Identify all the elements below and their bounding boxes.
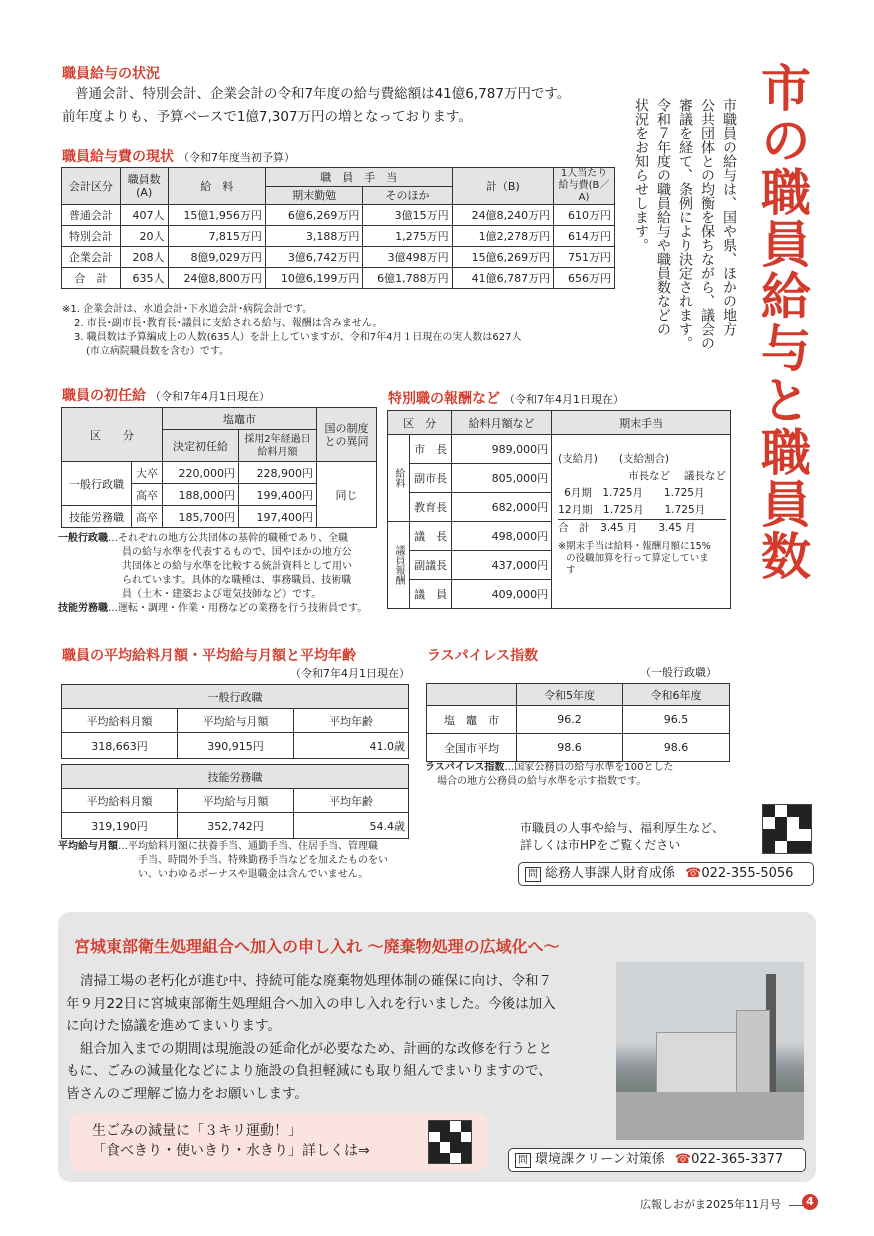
cost-h-total: 計（B) [452,168,553,205]
cell: 318,663円 [62,733,178,759]
phone-icon: ☎ [674,1152,692,1167]
cell: 989,000円 [452,435,552,464]
average-sub: （令和7年4月1日現在） [290,667,410,680]
contact-tel[interactable]: 022-355-5056 [701,866,794,881]
cost-h-staff: 職員数(A) [120,168,168,205]
spc-h-bonus: 期末手当 [552,411,731,435]
starting-pay-text: 職員の初任給 [62,388,146,404]
cost-h-bonus: 期末勤勉 [265,186,362,205]
cell: 188,000円 [163,484,239,506]
note-line: 共団体との給与水準を比較する統計資料として用い [122,561,352,572]
note-line: い、いわゆるボーナスや退職金は含んでいません。 [138,869,369,880]
salary-status-line1: 普通会計、特別会計、企業会計の令和7年度の給与費総額は41億6,787万円です。 [75,86,571,102]
note-line: られています。具体的な職種は、事務職員、技術職 [122,575,352,586]
cell: 98.6 [623,734,730,762]
cell: 352,742円 [178,813,294,839]
promo-line: 生ごみの減量に「３キリ運動！」 [92,1123,302,1139]
cell: 96.2 [517,706,623,734]
cell: 390,915円 [178,733,294,759]
intro-line: 公共団体との均衡を保ちながら、議会の [699,98,715,350]
note-line: 2. 市長･副市長･教育長･議員に支給される給与、報酬は含みません。 [74,318,383,329]
avg-h3b: 平均年齢 [294,789,409,813]
las-h2: 令和6年度 [623,684,730,706]
cell: 6億6,269万円 [265,205,362,226]
cell: 議員報酬 [388,522,410,609]
cell: 議 長 [410,522,452,551]
cell: 409,000円 [452,580,552,609]
page-title: 市の職員給与と職員数 [753,62,811,582]
salary-status-line2: 前年度よりも、予算ベースで1億7,307万円の増となっております。 [62,109,472,125]
cell: 319,190円 [62,813,178,839]
cell: 同じ [317,462,377,528]
bonus-line: 12月期 1.725月 1.725月 [558,504,706,516]
sp-h-diff: 国の制度との異同 [317,408,377,462]
avg-h1: 平均給料月額 [62,709,178,733]
special-pay-text: 特別職の報酬など [388,391,500,407]
cell: 教育長 [410,493,452,522]
table-row [62,813,409,839]
salary-status-title: 職員給与の状況 [62,66,160,82]
spc-h-monthly: 給料月額など [452,411,552,435]
body-line: 清掃工場の老朽化が進む中、持続可能な廃棄物処理体制の確保に向け、令和７ [80,973,552,989]
cell: 3億498万円 [363,247,452,268]
cell: 普通会計 [62,205,121,226]
laspeyres-sub: （一般行政職） [640,666,717,679]
cell: 市 長 [410,435,452,464]
cell: 54.4歳 [294,813,409,839]
cell: 3,188万円 [265,226,362,247]
cell: 6億1,788万円 [363,268,452,289]
spc-h-cat: 区 分 [388,411,452,435]
cell: 805,000円 [452,464,552,493]
bonus-line: 6月期 1.725月 1.725月 [564,487,705,499]
starting-pay-sub: （令和7年4月1日現在） [150,390,270,403]
note-line: 手当、時間外手当、特殊勤務手当などを加えたものをい [138,855,388,866]
cell: 96.5 [623,706,730,734]
sp-h-start: 決定初任給 [163,430,239,462]
avg-g1: 一般行政職 [62,685,409,709]
las-h1: 令和5年度 [517,684,623,706]
cell: 751万円 [554,247,615,268]
bonus-line: 市長など 議長など [628,470,726,482]
bonus-line: 合 計 3.45 月 3.45 月 [558,519,726,537]
avg-g2: 技能労務職 [62,765,409,789]
cell: 給料 [388,435,410,522]
cell: 塩 竈 市 [427,706,517,734]
special-pay-table [387,410,731,609]
cell: 15億1,956万円 [168,205,265,226]
table-row [388,435,731,464]
starting-pay-title [62,385,270,405]
cell: 682,000円 [452,493,552,522]
note-line: す [566,565,576,576]
cell: 議 員 [410,580,452,609]
cell: 一般行政職 [62,462,132,506]
incinerator-photo [616,962,804,1140]
average-title: 職員の平均給料月額・平均給与月額と平均年齢 [62,648,356,664]
note-line: …運転・調理・作業・用務などの業務を行う技術員です。 [108,603,368,614]
cell: 614万円 [554,226,615,247]
footer-text [640,1196,815,1212]
note-label: ラスパイレス指数 [425,762,505,773]
laspeyres-table [426,683,730,762]
cell: 3億15万円 [363,205,452,226]
avg-h2b: 平均給与月額 [178,789,294,813]
contact-line: 市職員の人事や給与、福利厚生など、 [520,821,725,835]
note-line: …国家公務員の給与水準を100とした [504,762,674,773]
body-line: 皆さんのご理解ご協力をお願いします。 [66,1085,308,1102]
cell: 610万円 [554,205,615,226]
cell: 技能労務職 [62,506,132,528]
avg-h1b: 平均給料月額 [62,789,178,813]
bonus-cell [552,435,731,609]
starting-pay-notes [58,532,367,616]
intro-line: 審議を経て、条例により決定されます。 [677,98,693,350]
cell: 407人 [120,205,168,226]
cost-h-allow: 職 員 手 当 [265,168,452,187]
avg-h2: 平均給与月額 [178,709,294,733]
contact1-text [520,820,724,854]
cell: 15億6,269万円 [452,247,553,268]
contact2-box [508,1148,806,1172]
cell: 合 計 [62,268,121,289]
cell: 副市長 [410,464,452,493]
cell: 大卒 [132,462,163,484]
contact-tel[interactable]: 022-365-3377 [691,1152,784,1167]
qr-code-icon[interactable] [762,804,812,854]
note-line: …平均給料月額に扶養手当、通勤手当、住居手当、管理職 [118,841,378,852]
cell: 41億6,787万円 [452,268,553,289]
cell: 3億6,742万円 [265,247,362,268]
note-line: ※1. 企業会計は、水道会計･下水道会計･病院会計です。 [62,304,313,315]
cost-h-per: 1人当たり給与費(B／A) [554,168,615,205]
laspeyres-title: ラスパイレス指数 [427,648,539,664]
cell: 全国市平均 [427,734,517,762]
qr-code-icon[interactable] [428,1120,472,1164]
cell: 41.0歳 [294,733,409,759]
cost-notes [62,303,522,359]
cell: 185,700円 [163,506,239,528]
cell: 98.6 [517,734,623,762]
phone-icon: ☎ [685,866,702,881]
inquiry-tag: 問 [515,1153,531,1168]
note-line: 場合の地方公務員の給与水準を示す指数です。 [437,776,647,787]
body-line: 年９月22日に宮城東部衛生処理組合へ加入の申し入れを行いました。今後は加入 [66,995,556,1012]
cell: 7,815万円 [168,226,265,247]
inquiry-tag: 問 [525,867,541,882]
cell: 437,000円 [452,551,552,580]
note-label: 技能労務職 [58,603,108,614]
body-line: 組合加入までの期間は現施設の延命化が必要なため、計画的な改修を行うとと [80,1040,552,1057]
cell: 24億8,240万円 [452,205,553,226]
cell: 197,400円 [239,506,317,528]
table-row [62,205,615,226]
starting-pay-table [61,407,377,528]
cell: 高卒 [132,506,163,528]
cost-h-other: そのほか [363,186,452,205]
table-row [427,706,730,734]
cell: 20人 [120,226,168,247]
cell: 1,275万円 [363,226,452,247]
sp-h-after: 採用2年経過日給料月額 [239,430,317,462]
body-line: に向けた協議を進めてまいります。 [66,1018,281,1034]
cost-table [61,167,615,289]
special-pay-sub: （令和7年4月1日現在） [504,393,624,406]
laspeyres-notes [425,761,674,789]
cell: 8億9,029万円 [168,247,265,268]
table-row [62,462,377,484]
promo-line: 「食べきり・使いきり・水きり」詳しくは⇒ [92,1143,370,1159]
intro-line: 状況をお知らせします。 [633,98,649,252]
table-row [62,226,615,247]
sp-h-cat: 区 分 [62,408,163,462]
contact-dept: 環境課クリーン対策係 [535,1152,665,1167]
cell: 220,000円 [163,462,239,484]
cell: 副議長 [410,551,452,580]
note-line: (市立病院職員数を含む）です。 [86,346,230,357]
waste-body [66,970,556,1105]
table-row [62,733,409,759]
table-row [62,247,615,268]
note-line: …それぞれの地方公共団体の基幹的職種であり、全職 [108,533,348,544]
cost-table-title [62,146,295,166]
intro-line: 市職員の給与は、国や県、ほかの地方 [721,98,737,336]
footer-label: 広報しおがま2025年11月号 [640,1198,781,1211]
body-line: もに、ごみの減量化などにより施設の負担軽減にも取り組んでまいりますので、 [66,1063,552,1079]
note-label: 平均給与月額 [58,841,118,852]
table-row [62,268,615,289]
cost-title-sub: （令和7年度当初予算） [178,151,295,164]
page-number: 4 [802,1194,818,1210]
cell: 635人 [120,268,168,289]
note-line: ※期末手当は給料・報酬月額に15% [558,541,711,552]
contact-line: 詳しくは市HPをご覧ください [520,838,681,852]
cell: 498,000円 [452,522,552,551]
note-line: 3. 職員数は予算編成上の人数(635人）を計上していますが、令和7年4月１日現在の実人数は627人 [74,332,522,343]
note-line: 員の給与水準を代表するもので、国やほかの地方公 [122,547,352,558]
cell: 特別会計 [62,226,121,247]
intro-line: 令和７年度の職員給与や職員数などの [655,98,671,336]
cell: 24億8,800万円 [168,268,265,289]
cost-h-account: 会計区分 [62,168,121,205]
sp-h-city: 塩竈市 [163,408,317,430]
cell: 656万円 [554,268,615,289]
special-pay-title [388,388,624,408]
avg-h3: 平均年齢 [294,709,409,733]
average-table [61,684,409,839]
waste-title: 宮城東部衛生処理組合へ加入の申し入れ ～廃棄物処理の広域化へ～ [74,937,560,956]
cell: 1億2,278万円 [452,226,553,247]
cell: 高卒 [132,484,163,506]
average-notes [58,840,388,882]
note-label: 一般行政職 [58,533,108,544]
contact-dept: 総務人事課人財育成係 [545,866,676,881]
promo-box [70,1113,488,1171]
cell: 208人 [120,247,168,268]
cell: 10億6,199万円 [265,268,362,289]
note-line: 員（土木・建築および電気技師など）です。 [122,589,322,600]
cost-h-pay: 給 料 [168,168,265,205]
contact1-box [518,862,814,886]
cell: 199,400円 [239,484,317,506]
bonus-line: (支給月) (支給割合) [558,453,670,465]
cell: 企業会計 [62,247,121,268]
cell: 228,900円 [239,462,317,484]
note-line: の役職加算を行って算定していま [566,553,709,564]
table-row [427,734,730,762]
cost-title-text: 職員給与費の現状 [62,149,174,165]
